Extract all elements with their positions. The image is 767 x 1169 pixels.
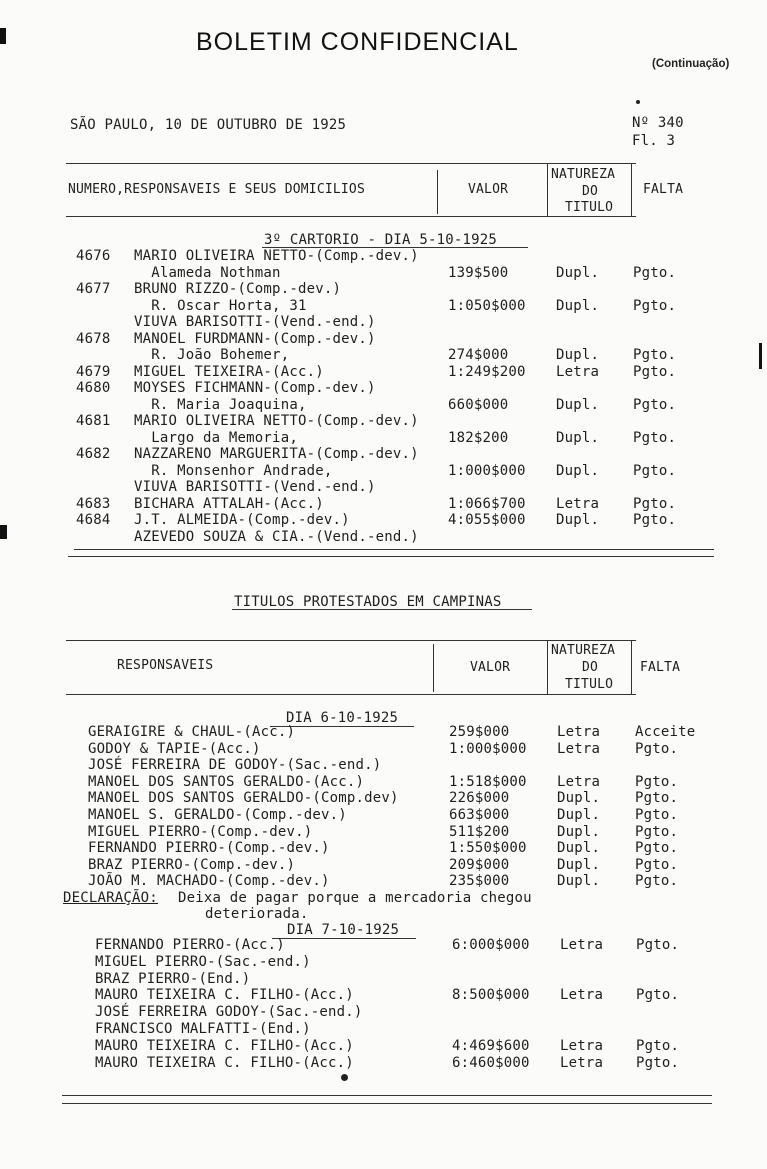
missing: Pgto. bbox=[635, 790, 679, 806]
speck bbox=[636, 100, 640, 104]
missing: Pgto. bbox=[636, 987, 680, 1003]
missing: Pgto. bbox=[633, 364, 677, 380]
responsible-party: J.T. ALMEIDA-(Comp.-dev.) bbox=[134, 512, 350, 528]
title-nature: Letra bbox=[557, 774, 601, 790]
value: 259$000 bbox=[449, 724, 510, 740]
missing: Pgto. bbox=[636, 1038, 680, 1054]
responsible-party: BRUNO RIZZO-(Comp.-dev.) bbox=[134, 281, 342, 297]
value: 4:055$000 bbox=[448, 512, 526, 528]
responsible-party: MIGUEL PIERRO-(Sac.-end.) bbox=[95, 954, 311, 970]
value: 6:460$000 bbox=[452, 1055, 530, 1071]
responsible-party: MANOEL DOS SANTOS GERALDO-(Comp.dev) bbox=[88, 790, 399, 806]
responsible-party: NAZZARENO MARGUERITA-(Comp.-dev.) bbox=[134, 446, 419, 462]
entry-number: 4681 bbox=[76, 413, 111, 429]
title-nature: Dupl. bbox=[556, 512, 600, 528]
responsible-party: R. João Bohemer, bbox=[134, 347, 290, 363]
table2-divider-1 bbox=[433, 644, 434, 692]
sheet-number: Fl. 3 bbox=[632, 133, 676, 149]
responsible-party: GERAIGIRE & CHAUL-(Acc.) bbox=[88, 724, 296, 740]
entry-number: 4679 bbox=[76, 364, 111, 380]
table1-col-valor: VALOR bbox=[468, 182, 509, 197]
table1-header-rule bbox=[66, 216, 636, 217]
declaration-text-1: Deixa de pagar porque a mercadoria chegou bbox=[178, 890, 532, 906]
table1-divider-1 bbox=[437, 170, 438, 214]
missing: Pgto. bbox=[633, 496, 677, 512]
table2-heading-underline bbox=[232, 609, 532, 610]
responsible-party: FRANCISCO MALFATTI-(End.) bbox=[95, 1021, 311, 1037]
table2-header-rule bbox=[66, 694, 636, 695]
responsible-party: MIGUEL TEIXEIRA-(Acc.) bbox=[134, 364, 324, 380]
footer-rule-2 bbox=[62, 1103, 712, 1104]
title-nature: Letra bbox=[556, 364, 600, 380]
speck bbox=[341, 1074, 348, 1081]
missing: Pgto. bbox=[633, 512, 677, 528]
value: 182$200 bbox=[448, 430, 509, 446]
value: 209$000 bbox=[449, 857, 510, 873]
value: 663$000 bbox=[449, 807, 510, 823]
scan-mark-left-top bbox=[0, 28, 6, 44]
table2-col-natureza-3: TITULO bbox=[565, 677, 614, 692]
title-nature: Dupl. bbox=[557, 807, 601, 823]
responsible-party: BICHARA ATTALAH-(Acc.) bbox=[134, 496, 324, 512]
responsible-party: MAURO TEIXEIRA C. FILHO-(Acc.) bbox=[95, 987, 354, 1003]
title-nature: Dupl. bbox=[557, 857, 601, 873]
responsible-party: JOSÉ FERREIRA DE GODOY-(Sac.-end.) bbox=[88, 757, 382, 773]
missing: Pgto. bbox=[635, 807, 679, 823]
table1-top-rule bbox=[66, 163, 636, 164]
value: 1:066$700 bbox=[448, 496, 526, 512]
title-nature: Letra bbox=[557, 741, 601, 757]
value: 235$000 bbox=[449, 873, 510, 889]
table1-col-natureza-2: DO bbox=[582, 184, 599, 199]
title-nature: Dupl. bbox=[557, 790, 601, 806]
title-nature: Dupl. bbox=[556, 430, 600, 446]
title-nature: Dupl. bbox=[556, 298, 600, 314]
responsible-party: MAURO TEIXEIRA C. FILHO-(Acc.) bbox=[95, 1038, 354, 1054]
responsible-party: FERNANDO PIERRO-(Comp.-dev.) bbox=[88, 840, 330, 856]
table1-col-numero: NUMERO,RESPONSAVEIS E SEUS DOMICILIOS bbox=[68, 182, 365, 197]
table2-divider-2 bbox=[547, 640, 548, 694]
missing: Pgto. bbox=[635, 857, 679, 873]
responsible-party: VIUVA BARISOTTI-(Vend.-end.) bbox=[134, 314, 376, 330]
footer-rule-1 bbox=[62, 1095, 712, 1096]
responsible-party: MANOEL S. GERALDO-(Comp.-dev.) bbox=[88, 807, 347, 823]
table2-col-responsaveis: RESPONSAVEIS bbox=[117, 658, 214, 673]
scan-mark-right bbox=[759, 343, 762, 369]
table1-section-title: 3º CARTORIO - DIA 5-10-1925 bbox=[264, 232, 497, 248]
responsible-party: JOSÉ FERREIRA GODOY-(Sac.-end.) bbox=[95, 1004, 363, 1020]
table1-divider-3 bbox=[631, 163, 632, 216]
title-nature: Dupl. bbox=[557, 873, 601, 889]
declaration-text-2: deteriorada. bbox=[205, 906, 309, 922]
value: 1:249$200 bbox=[448, 364, 526, 380]
value: 139$500 bbox=[448, 265, 509, 281]
title-nature: Letra bbox=[560, 1038, 604, 1054]
table1-divider-2 bbox=[547, 163, 548, 216]
title-nature: Letra bbox=[556, 496, 600, 512]
missing: Pgto. bbox=[633, 298, 677, 314]
responsible-party: BRAZ PIERRO-(End.) bbox=[95, 971, 251, 987]
scan-mark-left-middle bbox=[0, 525, 7, 539]
value: 6:000$000 bbox=[452, 937, 530, 953]
missing: Pgto. bbox=[635, 741, 679, 757]
table1-col-falta: FALTA bbox=[643, 182, 684, 197]
missing: Pgto. bbox=[633, 347, 677, 363]
responsible-party: MOYSES FICHMANN-(Comp.-dev.) bbox=[134, 380, 376, 396]
missing: Pgto. bbox=[635, 824, 679, 840]
responsible-party: MAURO TEIXEIRA C. FILHO-(Acc.) bbox=[95, 1055, 354, 1071]
title-nature: Letra bbox=[560, 987, 604, 1003]
missing: Pgto. bbox=[633, 397, 677, 413]
title-nature: Dupl. bbox=[557, 824, 601, 840]
value: 4:469$600 bbox=[452, 1038, 530, 1054]
value: 1:000$000 bbox=[449, 741, 527, 757]
table2-col-valor: VALOR bbox=[470, 660, 511, 675]
responsible-party: MARIO OLIVEIRA NETTO-(Comp.-dev.) bbox=[134, 413, 419, 429]
table2-top-rule bbox=[66, 640, 636, 641]
table1-col-natureza-3: TITULO bbox=[565, 200, 614, 215]
table2-section1-title: DIA 6-10-1925 bbox=[286, 710, 399, 726]
value: 660$000 bbox=[448, 397, 509, 413]
responsible-party: R. Maria Joaquina, bbox=[134, 397, 307, 413]
missing: Pgto. bbox=[633, 430, 677, 446]
table2-col-natureza-1: NATUREZA bbox=[551, 643, 616, 658]
declaration-label: DECLARAÇÃO: bbox=[63, 890, 158, 906]
value: 511$200 bbox=[449, 824, 510, 840]
responsible-party: Alameda Nothman bbox=[134, 265, 281, 281]
missing: Acceite bbox=[635, 724, 696, 740]
responsible-party: VIUVA BARISOTTI-(Vend.-end.) bbox=[134, 479, 376, 495]
responsible-party: GODOY & TAPIE-(Acc.) bbox=[88, 741, 261, 757]
title-nature: Dupl. bbox=[556, 347, 600, 363]
table1-bottom-rule-1 bbox=[74, 549, 714, 550]
entry-number: 4683 bbox=[76, 496, 111, 512]
responsible-party: MANOEL DOS SANTOS GERALDO-(Acc.) bbox=[88, 774, 365, 790]
title-nature: Dupl. bbox=[557, 840, 601, 856]
title-nature: Letra bbox=[560, 1055, 604, 1071]
missing: Pgto. bbox=[633, 265, 677, 281]
title-nature: Dupl. bbox=[556, 397, 600, 413]
table1-bottom-rule-2 bbox=[68, 556, 714, 557]
responsible-party: R. Oscar Horta, 31 bbox=[134, 298, 307, 314]
bulletin-number: Nº 340 bbox=[632, 115, 684, 131]
table2-divider-3 bbox=[631, 640, 632, 694]
responsible-party: MARIO OLIVEIRA NETTO-(Comp.-dev.) bbox=[134, 248, 419, 264]
responsible-party: JOÃO M. MACHADO-(Comp.-dev.) bbox=[88, 873, 330, 889]
missing: Pgto. bbox=[635, 873, 679, 889]
responsible-party: MANOEL FURDMANN-(Comp.-dev.) bbox=[134, 331, 376, 347]
missing: Pgto. bbox=[633, 463, 677, 479]
title-nature: Letra bbox=[557, 724, 601, 740]
value: 1:000$000 bbox=[448, 463, 526, 479]
responsible-party: BRAZ PIERRO-(Comp.-dev.) bbox=[88, 857, 296, 873]
entry-number: 4682 bbox=[76, 446, 111, 462]
entry-number: 4677 bbox=[76, 281, 111, 297]
title-nature: Dupl. bbox=[556, 463, 600, 479]
value: 1:518$000 bbox=[449, 774, 527, 790]
table2-heading: TITULOS PROTESTADOS EM CAMPINAS bbox=[234, 594, 502, 610]
value: 8:500$000 bbox=[452, 987, 530, 1003]
responsible-party: Largo da Memoria, bbox=[134, 430, 298, 446]
entry-number: 4684 bbox=[76, 512, 111, 528]
table2-col-falta: FALTA bbox=[640, 660, 681, 675]
missing: Pgto. bbox=[635, 840, 679, 856]
responsible-party: R. Monsenhor Andrade, bbox=[134, 463, 333, 479]
entry-number: 4680 bbox=[76, 380, 111, 396]
entry-number: 4678 bbox=[76, 331, 111, 347]
missing: Pgto. bbox=[636, 937, 680, 953]
table1-col-natureza-1: NATUREZA bbox=[551, 167, 616, 182]
place-date: SÃO PAULO, 10 DE OUTUBRO DE 1925 bbox=[70, 117, 347, 133]
document-title: BOLETIM CONFIDENCIAL bbox=[196, 28, 519, 56]
continuation-label: (Continuação) bbox=[652, 58, 730, 70]
title-nature: Dupl. bbox=[556, 265, 600, 281]
missing: Pgto. bbox=[636, 1055, 680, 1071]
responsible-party: FERNANDO PIERRO-(Acc.) bbox=[95, 937, 285, 953]
title-nature: Letra bbox=[560, 937, 604, 953]
entry-number: 4676 bbox=[76, 248, 111, 264]
responsible-party: MIGUEL PIERRO-(Comp.-dev.) bbox=[88, 824, 313, 840]
value: 1:050$000 bbox=[448, 298, 526, 314]
table2-section2-title: DIA 7-10-1925 bbox=[287, 922, 400, 938]
value: 274$000 bbox=[448, 347, 509, 363]
responsible-party: AZEVEDO SOUZA & CIA.-(Vend.-end.) bbox=[134, 529, 419, 545]
missing: Pgto. bbox=[635, 774, 679, 790]
table2-col-natureza-2: DO bbox=[582, 660, 599, 675]
value: 1:550$000 bbox=[449, 840, 527, 856]
table2-section2-underline bbox=[272, 938, 416, 939]
value: 226$000 bbox=[449, 790, 510, 806]
